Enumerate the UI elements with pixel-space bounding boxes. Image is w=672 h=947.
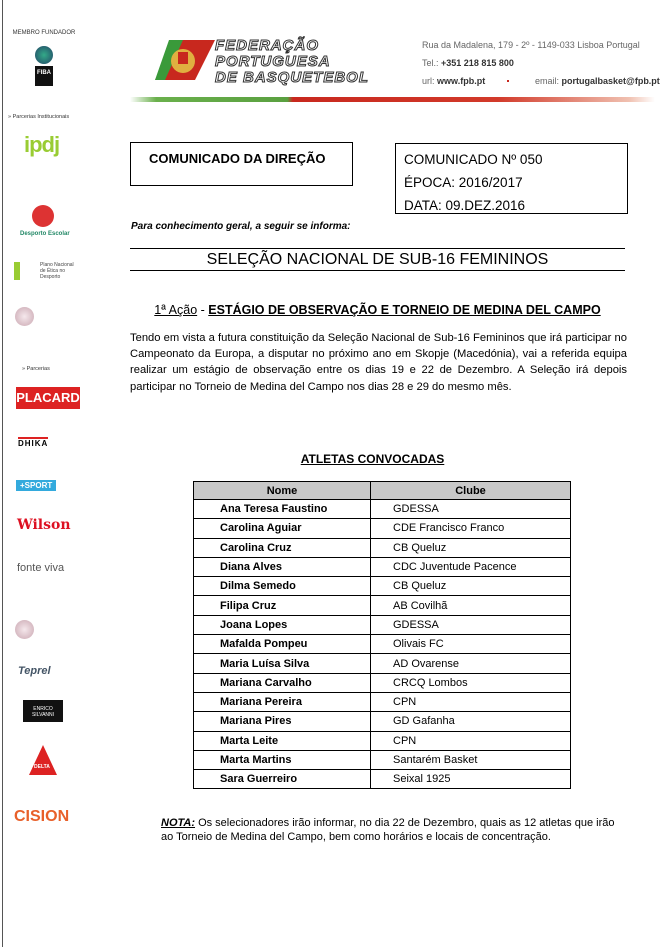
fiba-ball-icon <box>35 46 53 64</box>
athlete-name: Carolina Aguiar <box>194 519 371 538</box>
table-row <box>194 770 571 789</box>
enrico-silvanni-logo: ENRICO SILVANNI <box>23 700 63 722</box>
email-label: email: <box>535 76 560 86</box>
tel-label: Tel.: <box>422 58 439 68</box>
athlete-club: Santarém Basket <box>371 750 571 769</box>
separator-dot <box>507 80 509 82</box>
tel-value: +351 218 815 800 <box>441 58 514 68</box>
website <box>422 76 485 86</box>
body-paragraph: Tendo em vista a futura constituição da Seleção Nacional de Sub-16 Femininos que irá participar no Campeonato da Europa, a disputar no próximo ano em Skopje (Macedónia), vai a referida equipa realizar um estágio de observação entre os dias 19 e 22 de Dezembro. A Seleção irá depois participar no Torneio de Medina del Campo nos dias 28 e 29 do mesmo mês. <box>130 332 627 393</box>
org-line: PORTUGUESA <box>215 53 331 70</box>
athlete-club: GDESSA <box>371 500 571 519</box>
org-line: DE BASQUETEBOL <box>215 69 370 86</box>
athlete-name: Sara Guerreiro <box>194 770 371 789</box>
table-row <box>194 750 571 769</box>
url-label: url: <box>422 76 435 86</box>
athlete-name: Carolina Cruz <box>194 538 371 557</box>
action-separator: - <box>197 303 209 317</box>
note-text: Os selecionadores irão informar, no dia 22 de Dezembro, quais as 12 atletas que irão ao Torneio de Medina del Campo, bem como horários e locais de concentração. <box>161 817 615 843</box>
comunicado-number: COMUNICADO Nº 050 <box>404 152 543 167</box>
table-row <box>194 712 571 731</box>
table-row <box>194 500 571 519</box>
athlete-club: CPN <box>371 731 571 750</box>
fpb-emblem-icon <box>155 35 215 85</box>
placeholder-circle-icon <box>15 307 34 326</box>
wilson-logo: Wilson <box>17 517 71 533</box>
athlete-club: CPN <box>371 692 571 711</box>
athlete-club: AB Covilhã <box>371 596 571 615</box>
parcerias-label: » Parcerias <box>22 366 50 372</box>
parcerias-institucionais-label: » Parcerias Institucionais <box>8 114 70 120</box>
fpb-wordmark <box>215 38 369 86</box>
fiba-logo: FIBA <box>35 66 53 86</box>
athlete-club: CDC Juventude Pacence <box>371 557 571 576</box>
table-row <box>194 673 571 692</box>
athlete-club: CB Queluz <box>371 577 571 596</box>
action-heading <box>130 303 625 317</box>
athlete-name: Filipa Cruz <box>194 596 371 615</box>
placard-logo: PLACARD <box>16 387 80 409</box>
athlete-name: Mariana Carvalho <box>194 673 371 692</box>
table-row <box>194 557 571 576</box>
table-header-row <box>194 482 571 500</box>
desporto-escolar-label: Desporto Escolar <box>20 231 70 237</box>
athlete-club: CDE Francisco Franco <box>371 519 571 538</box>
table-row <box>194 731 571 750</box>
athletes-heading: ATLETAS CONVOCADAS <box>300 452 445 466</box>
athlete-name: Mariana Pereira <box>194 692 371 711</box>
athlete-name: Marta Martins <box>194 750 371 769</box>
athlete-name: Maria Luísa Silva <box>194 654 371 673</box>
table-row <box>194 577 571 596</box>
table-row <box>194 596 571 615</box>
athlete-name: Mariana Pires <box>194 712 371 731</box>
athlete-name: Ana Teresa Faustino <box>194 500 371 519</box>
athlete-club: CB Queluz <box>371 538 571 557</box>
athlete-club: Seixal 1925 <box>371 770 571 789</box>
column-header-clube: Clube <box>371 482 571 500</box>
athlete-club: AD Ovarense <box>371 654 571 673</box>
org-line: FEDERAÇÃO <box>215 37 320 54</box>
date: DATA: 09.DEZ.2016 <box>404 198 526 213</box>
table-row <box>194 654 571 673</box>
athlete-club: GDESSA <box>371 615 571 634</box>
teprel-logo: Teprel <box>18 665 51 677</box>
membro-fundador-label: MEMBRO FUNDADOR <box>12 30 76 36</box>
desporto-escolar-logo-icon <box>32 205 54 227</box>
athlete-club: GD Gafanha <box>371 712 571 731</box>
table-row <box>194 519 571 538</box>
email <box>535 76 660 86</box>
fonte-viva-logo: fonte viva <box>17 562 65 574</box>
telephone <box>422 58 514 68</box>
comunicado-info-box <box>395 143 628 214</box>
delta-logo-icon <box>29 745 57 775</box>
table-row <box>194 692 571 711</box>
placeholder-circle-icon <box>15 620 34 639</box>
action-number: 1ª Ação <box>154 303 198 317</box>
table-row <box>194 635 571 654</box>
table-row <box>194 538 571 557</box>
ipdj-logo: ipdj <box>24 132 60 157</box>
athlete-name: Mafalda Pompeu <box>194 635 371 654</box>
delta-label: DELTA <box>34 764 50 770</box>
athlete-name: Diana Alves <box>194 557 371 576</box>
address: Rua da Madalena, 179 - 2º - 1149-033 Lisboa Portugal <box>422 40 640 50</box>
comunicado-direcao-box: COMUNICADO DA DIREÇÃO <box>130 142 353 186</box>
cision-logo: CISION <box>14 808 70 825</box>
page-border <box>2 0 3 947</box>
dhika-logo: DHIKA <box>18 439 49 448</box>
athlete-name: Marta Leite <box>194 731 371 750</box>
note <box>161 816 621 844</box>
table-row <box>194 615 571 634</box>
url-link[interactable]: www.fpb.pt <box>437 76 486 86</box>
action-title: ESTÁGIO DE OBSERVAÇÃO E TORNEIO DE MEDINA DEL CAMPO <box>208 303 601 317</box>
epoca: ÉPOCA: 2016/2017 <box>404 175 523 190</box>
athletes-table <box>193 481 571 789</box>
intro-text: Para conhecimento geral, a seguir se informa: <box>131 221 351 232</box>
header-color-bar <box>130 97 655 102</box>
plano-etica-logo: Plano Nacional de Ética no Desporto <box>14 262 74 280</box>
athlete-name: Joana Lopes <box>194 615 371 634</box>
athlete-name: Dilma Semedo <box>194 577 371 596</box>
note-label: NOTA: <box>161 817 196 829</box>
email-link[interactable]: portugalbasket@fpb.pt <box>561 76 660 86</box>
document-title: SELEÇÃO NACIONAL DE SUB-16 FEMININOS <box>130 248 625 271</box>
column-header-nome: Nome <box>194 482 371 500</box>
athlete-club: Olivais FC <box>371 635 571 654</box>
sport-logo: +SPORT <box>16 480 56 491</box>
athlete-club: CRCQ Lombos <box>371 673 571 692</box>
